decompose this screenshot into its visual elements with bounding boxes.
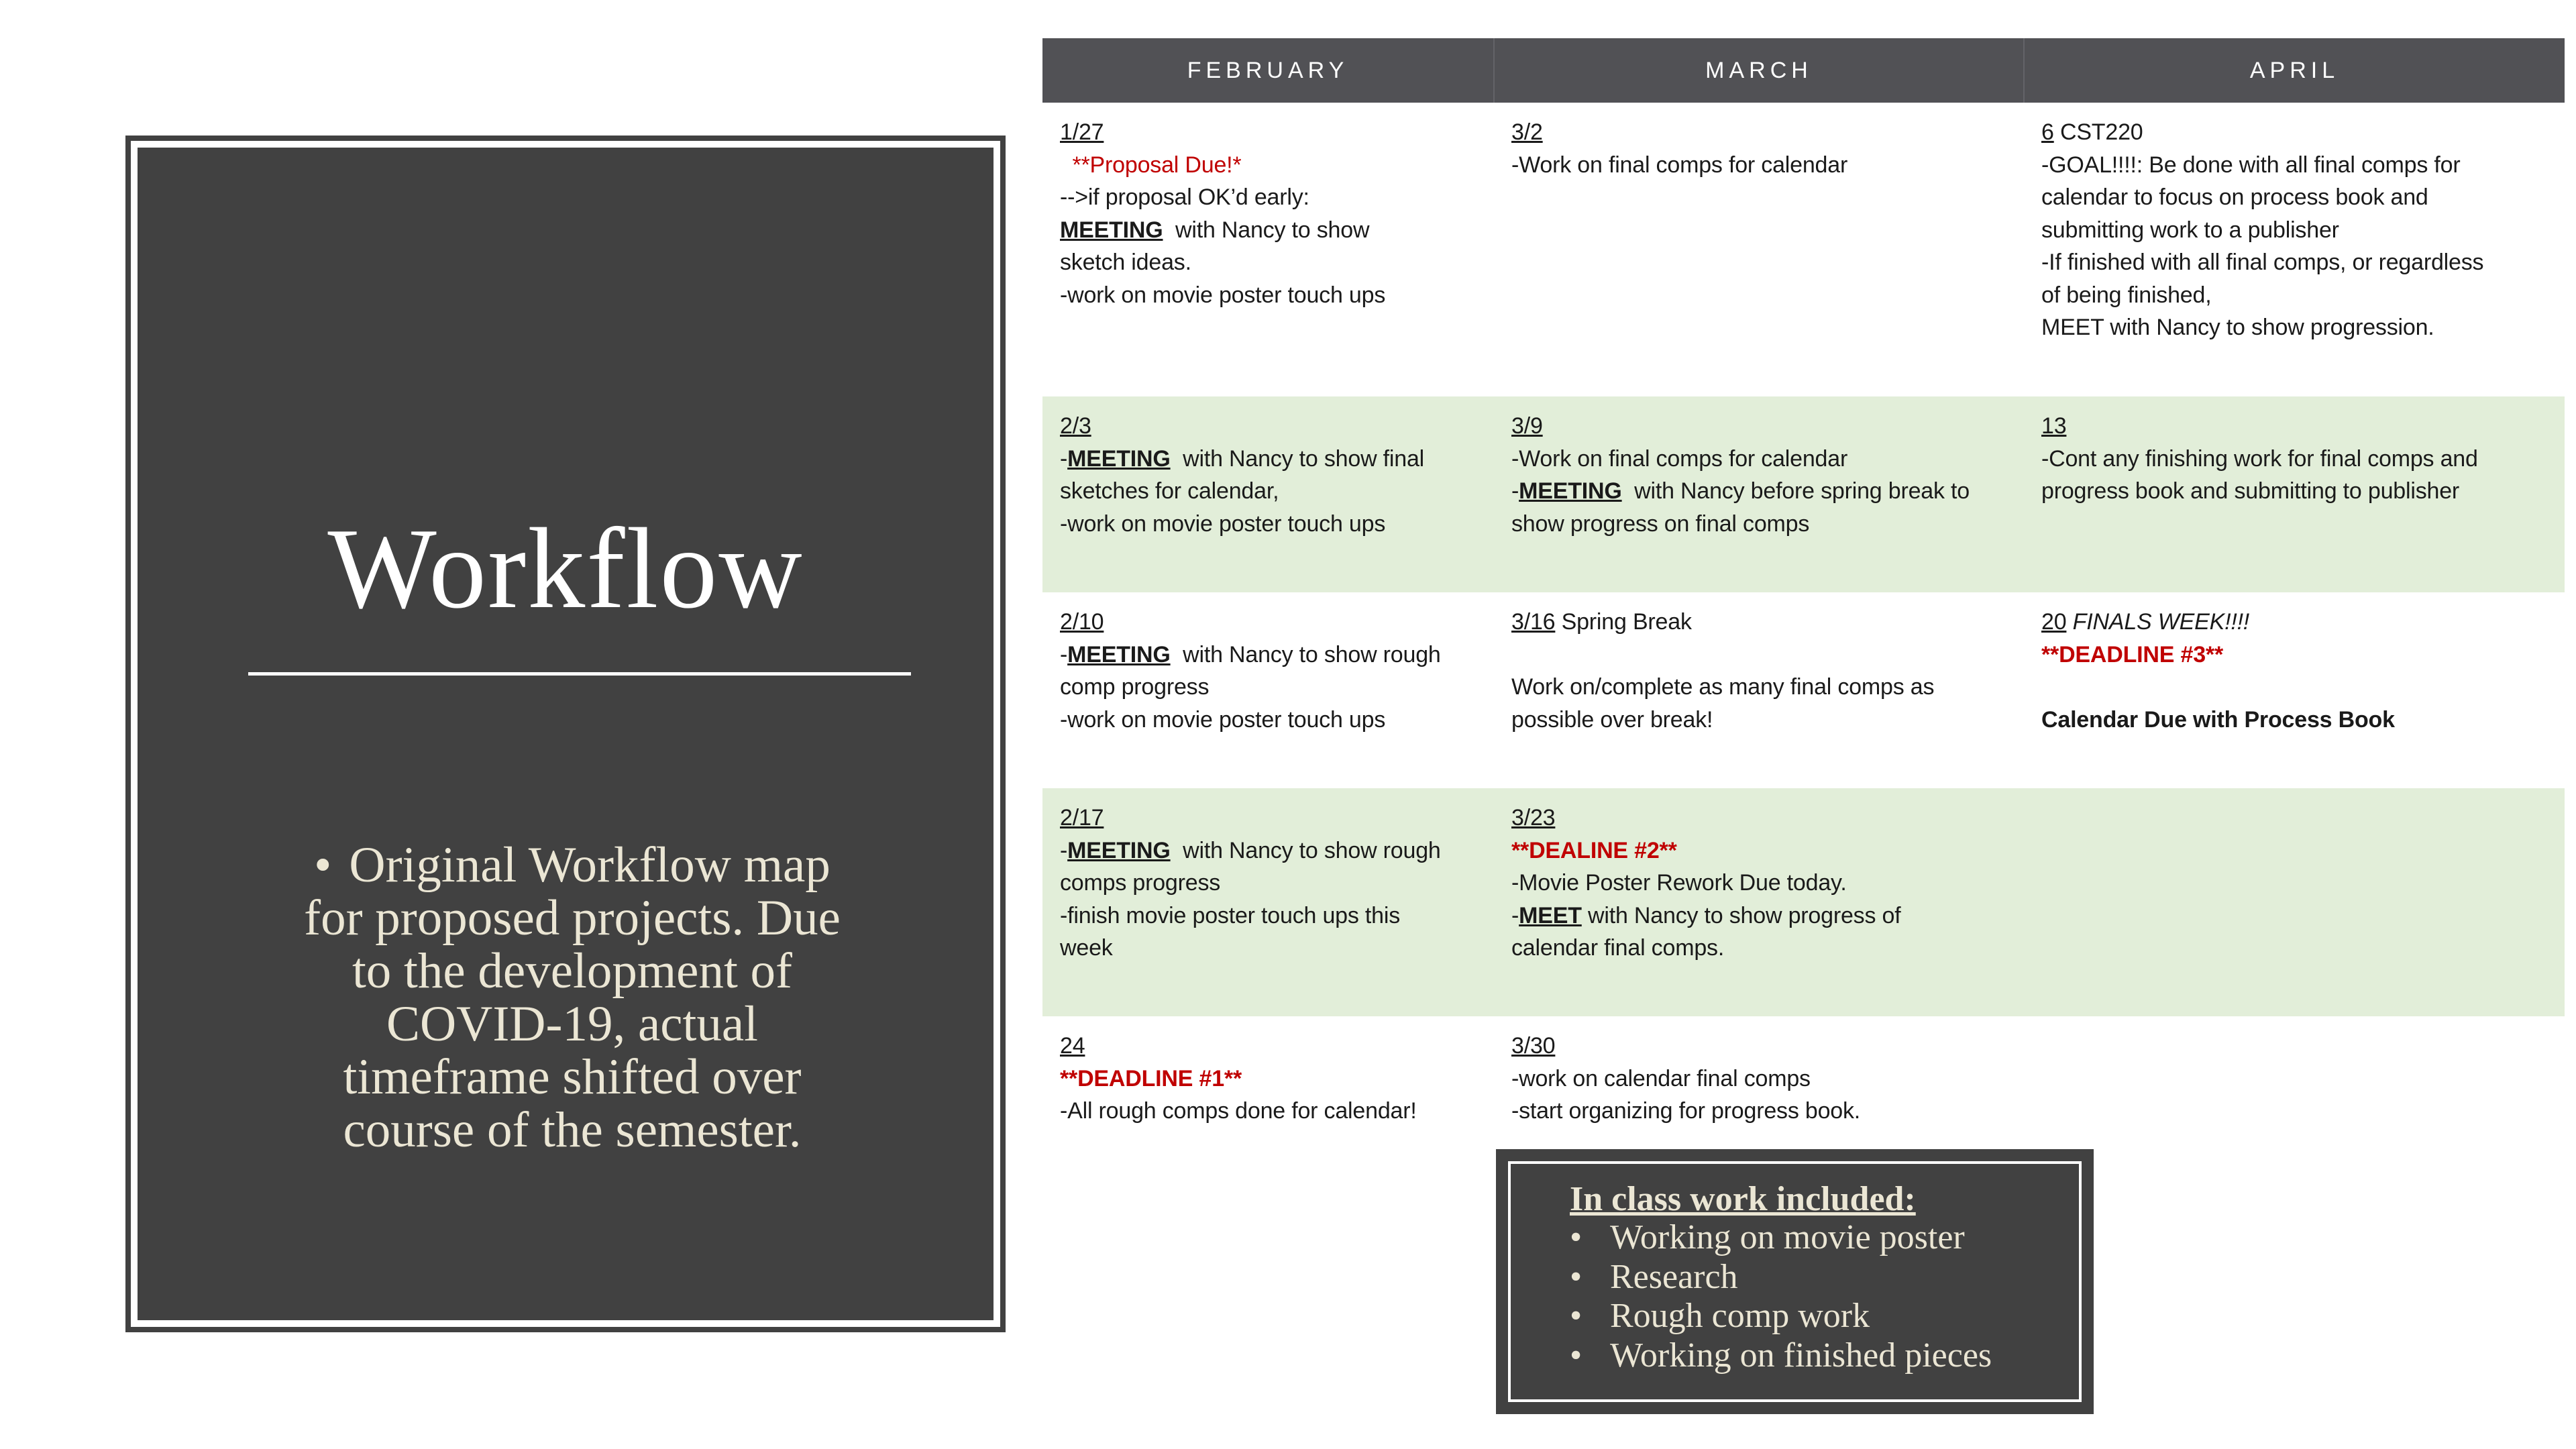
cell-text: -Movie Poster Rework Due today. [1511, 870, 1847, 896]
title-divider [248, 672, 911, 676]
cell-text [1511, 475, 2009, 508]
date-label: 20 [2041, 609, 2067, 635]
list-item-text: Rough comp work [1610, 1297, 1870, 1335]
date-label: 2/17 [1060, 805, 1104, 830]
meeting-label: MEETING [1060, 217, 1163, 243]
cell-text: -Work on final comps for calendar [1511, 445, 1848, 472]
bullet-line: for proposed projects. Due [304, 890, 841, 946]
meeting-label: MEETING [1067, 641, 1171, 667]
bullet-line: course of the semester. [343, 1102, 802, 1158]
dash: - [1060, 445, 1068, 472]
cell-text: -->if proposal OK’d early: [1060, 184, 1309, 210]
table-cell-february [1042, 396, 1494, 592]
cell-text: MEET with Nancy to show progression. [2041, 315, 2434, 340]
cell-text: -work on movie poster touch ups [1060, 511, 1386, 537]
bullet-icon: • [1570, 1257, 1582, 1296]
cell-text: -finish movie poster touch ups this [1060, 902, 1401, 928]
spacer [1511, 639, 2009, 672]
table-cell-april [2024, 1016, 2565, 1164]
table-cell-february [1042, 592, 1494, 788]
cell-text: -Work on final comps for calendar [1511, 152, 1848, 178]
date-label: 3/30 [1511, 1033, 1556, 1059]
cell-text: with Nancy before spring break to [1621, 478, 1970, 504]
cell-text: -work on movie poster touch ups [1060, 282, 1386, 308]
workflow-table [1042, 38, 2565, 1164]
deadline-label: **DEADLINE #3** [2041, 641, 2223, 667]
proposal-due-note: **Proposal Due!* [1060, 152, 1242, 178]
list-item-text: Working on movie poster [1610, 1218, 1965, 1256]
cell-text: progress book and submitting to publisher [2041, 478, 2460, 504]
table-row [1042, 103, 2565, 396]
bullet-icon: • [1570, 1218, 1582, 1256]
cell-text: -GOAL!!!!: Be done with all final comps for [2041, 152, 2461, 178]
date-label: 3/2 [1511, 119, 1543, 145]
cell-text: sketches for calendar, [1060, 478, 1279, 504]
date-label: 3/23 [1511, 805, 1556, 830]
cell-text: submitting work to a publisher [2041, 217, 2339, 243]
cell-text: -All rough comps done for calendar! [1060, 1098, 1417, 1124]
list-item-text: Working on finished pieces [1610, 1336, 1992, 1375]
cell-text: comps progress [1060, 870, 1221, 896]
dash: - [1511, 902, 1519, 928]
table-cell-march [1494, 396, 2024, 592]
cell-text: of being finished, [2041, 282, 2212, 308]
bullet-line [265, 839, 879, 892]
slide-title: Workflow [327, 505, 804, 633]
table-cell-april [2024, 396, 2565, 592]
meeting-label: MEETING [1067, 445, 1171, 472]
table-cell-march [1494, 1016, 2024, 1164]
cell-text: sketch ideas. [1060, 250, 1191, 275]
cell-text: -Cont any finishing work for final comps and [2041, 445, 2478, 472]
date-label: 2/10 [1060, 609, 1104, 635]
cell-text: calendar final comps. [1511, 935, 1725, 961]
cell-text [1060, 443, 1479, 476]
deadline-label: **DEADLINE #1** [1060, 1065, 1242, 1091]
list-item-text: Research [1610, 1257, 1738, 1296]
dash: - [1511, 478, 1519, 504]
deadline-label: **DEALINE #2** [1511, 837, 1677, 863]
cell-text: comp progress [1060, 674, 1210, 700]
meet-label: MEET [1519, 902, 1582, 928]
date-label: 3/9 [1511, 413, 1543, 439]
title-card [125, 136, 1006, 1332]
cell-text [2041, 606, 2550, 639]
bullet-text: Original Workflow map [349, 837, 830, 893]
cell-text: with Nancy to show final [1170, 445, 1425, 472]
table-row [1042, 396, 2565, 592]
cell-text: Calendar Due with Process Book [2041, 706, 2395, 733]
cell-text [1511, 606, 2009, 639]
date-label: 13 [2041, 413, 2067, 439]
spring-break-label: Spring Break [1555, 609, 1692, 635]
date-label: 24 [1060, 1033, 1085, 1059]
cell-text [1511, 900, 2009, 932]
cell-text: Work on/complete as many final comps as [1511, 674, 1935, 700]
column-header-march: MARCH [1494, 38, 2024, 103]
course-label: CST220 [2053, 119, 2143, 145]
table-cell-april [2024, 592, 2565, 788]
cell-text: -If finished with all final comps, or regardless [2041, 250, 2484, 275]
bullet-icon: • [1570, 1297, 1582, 1335]
date-label: 2/3 [1060, 413, 1091, 439]
bullet-line: to the development of [352, 943, 793, 999]
cell-text [2041, 116, 2550, 149]
meeting-label: MEETING [1067, 837, 1171, 863]
table-cell-february [1042, 1016, 1494, 1164]
cell-text: -start organizing for progress book. [1511, 1098, 1861, 1124]
title-card-bullets [265, 839, 879, 1157]
spacer [2041, 671, 2550, 704]
dash: - [1060, 837, 1068, 863]
bullet-line: timeframe shifted over [343, 1049, 802, 1105]
cell-text [1060, 214, 1479, 247]
list-item [1570, 1297, 1992, 1336]
cell-text: -work on calendar final comps [1511, 1065, 1811, 1091]
cell-text [1060, 639, 1479, 672]
in-class-work-title: In class work included: [1570, 1180, 1916, 1218]
cell-text: calendar to focus on process book and [2041, 184, 2428, 210]
cell-text: with Nancy to show progress of [1581, 902, 1901, 928]
column-header-april: APRIL [2024, 38, 2565, 103]
dash: - [1060, 641, 1068, 667]
cell-text [1060, 835, 1479, 867]
cell-text: with Nancy to show rough [1170, 641, 1441, 667]
table-cell-april [2024, 103, 2565, 396]
date-label: 1/27 [1060, 119, 1104, 145]
cell-text: -work on movie poster touch ups [1060, 706, 1386, 733]
cell-text: show progress on final comps [1511, 511, 1810, 537]
finals-week-label: FINALS WEEK!!!! [2066, 609, 2250, 635]
table-header-row [1042, 38, 2565, 103]
list-item [1570, 1258, 1992, 1297]
table-cell-february [1042, 788, 1494, 1016]
column-header-february: FEBRUARY [1042, 38, 1494, 103]
table-row [1042, 592, 2565, 788]
table-row [1042, 1016, 2565, 1164]
date-label: 3/16 [1511, 609, 1556, 635]
table-cell-march [1494, 103, 2024, 396]
cell-text: with Nancy to show [1163, 217, 1370, 243]
table-cell-february [1042, 103, 1494, 396]
table-cell-march [1494, 788, 2024, 1016]
in-class-work-list [1570, 1218, 1992, 1375]
table-cell-april [2024, 788, 2565, 1016]
in-class-work-box [1496, 1149, 2094, 1414]
cell-text: possible over break! [1511, 706, 1713, 733]
cell-text: with Nancy to show rough [1170, 837, 1441, 863]
title-card-panel [138, 148, 994, 1320]
list-item [1570, 1218, 1992, 1258]
bullet-line: COVID-19, actual [386, 996, 758, 1052]
table-cell-march [1494, 592, 2024, 788]
bullet-icon: • [1570, 1336, 1582, 1375]
meeting-label: MEETING [1519, 478, 1622, 504]
list-item [1570, 1336, 1992, 1376]
bullet-icon: • [314, 837, 332, 893]
date-label: 6 [2041, 119, 2054, 145]
table-row [1042, 788, 2565, 1016]
cell-text: week [1060, 935, 1113, 961]
